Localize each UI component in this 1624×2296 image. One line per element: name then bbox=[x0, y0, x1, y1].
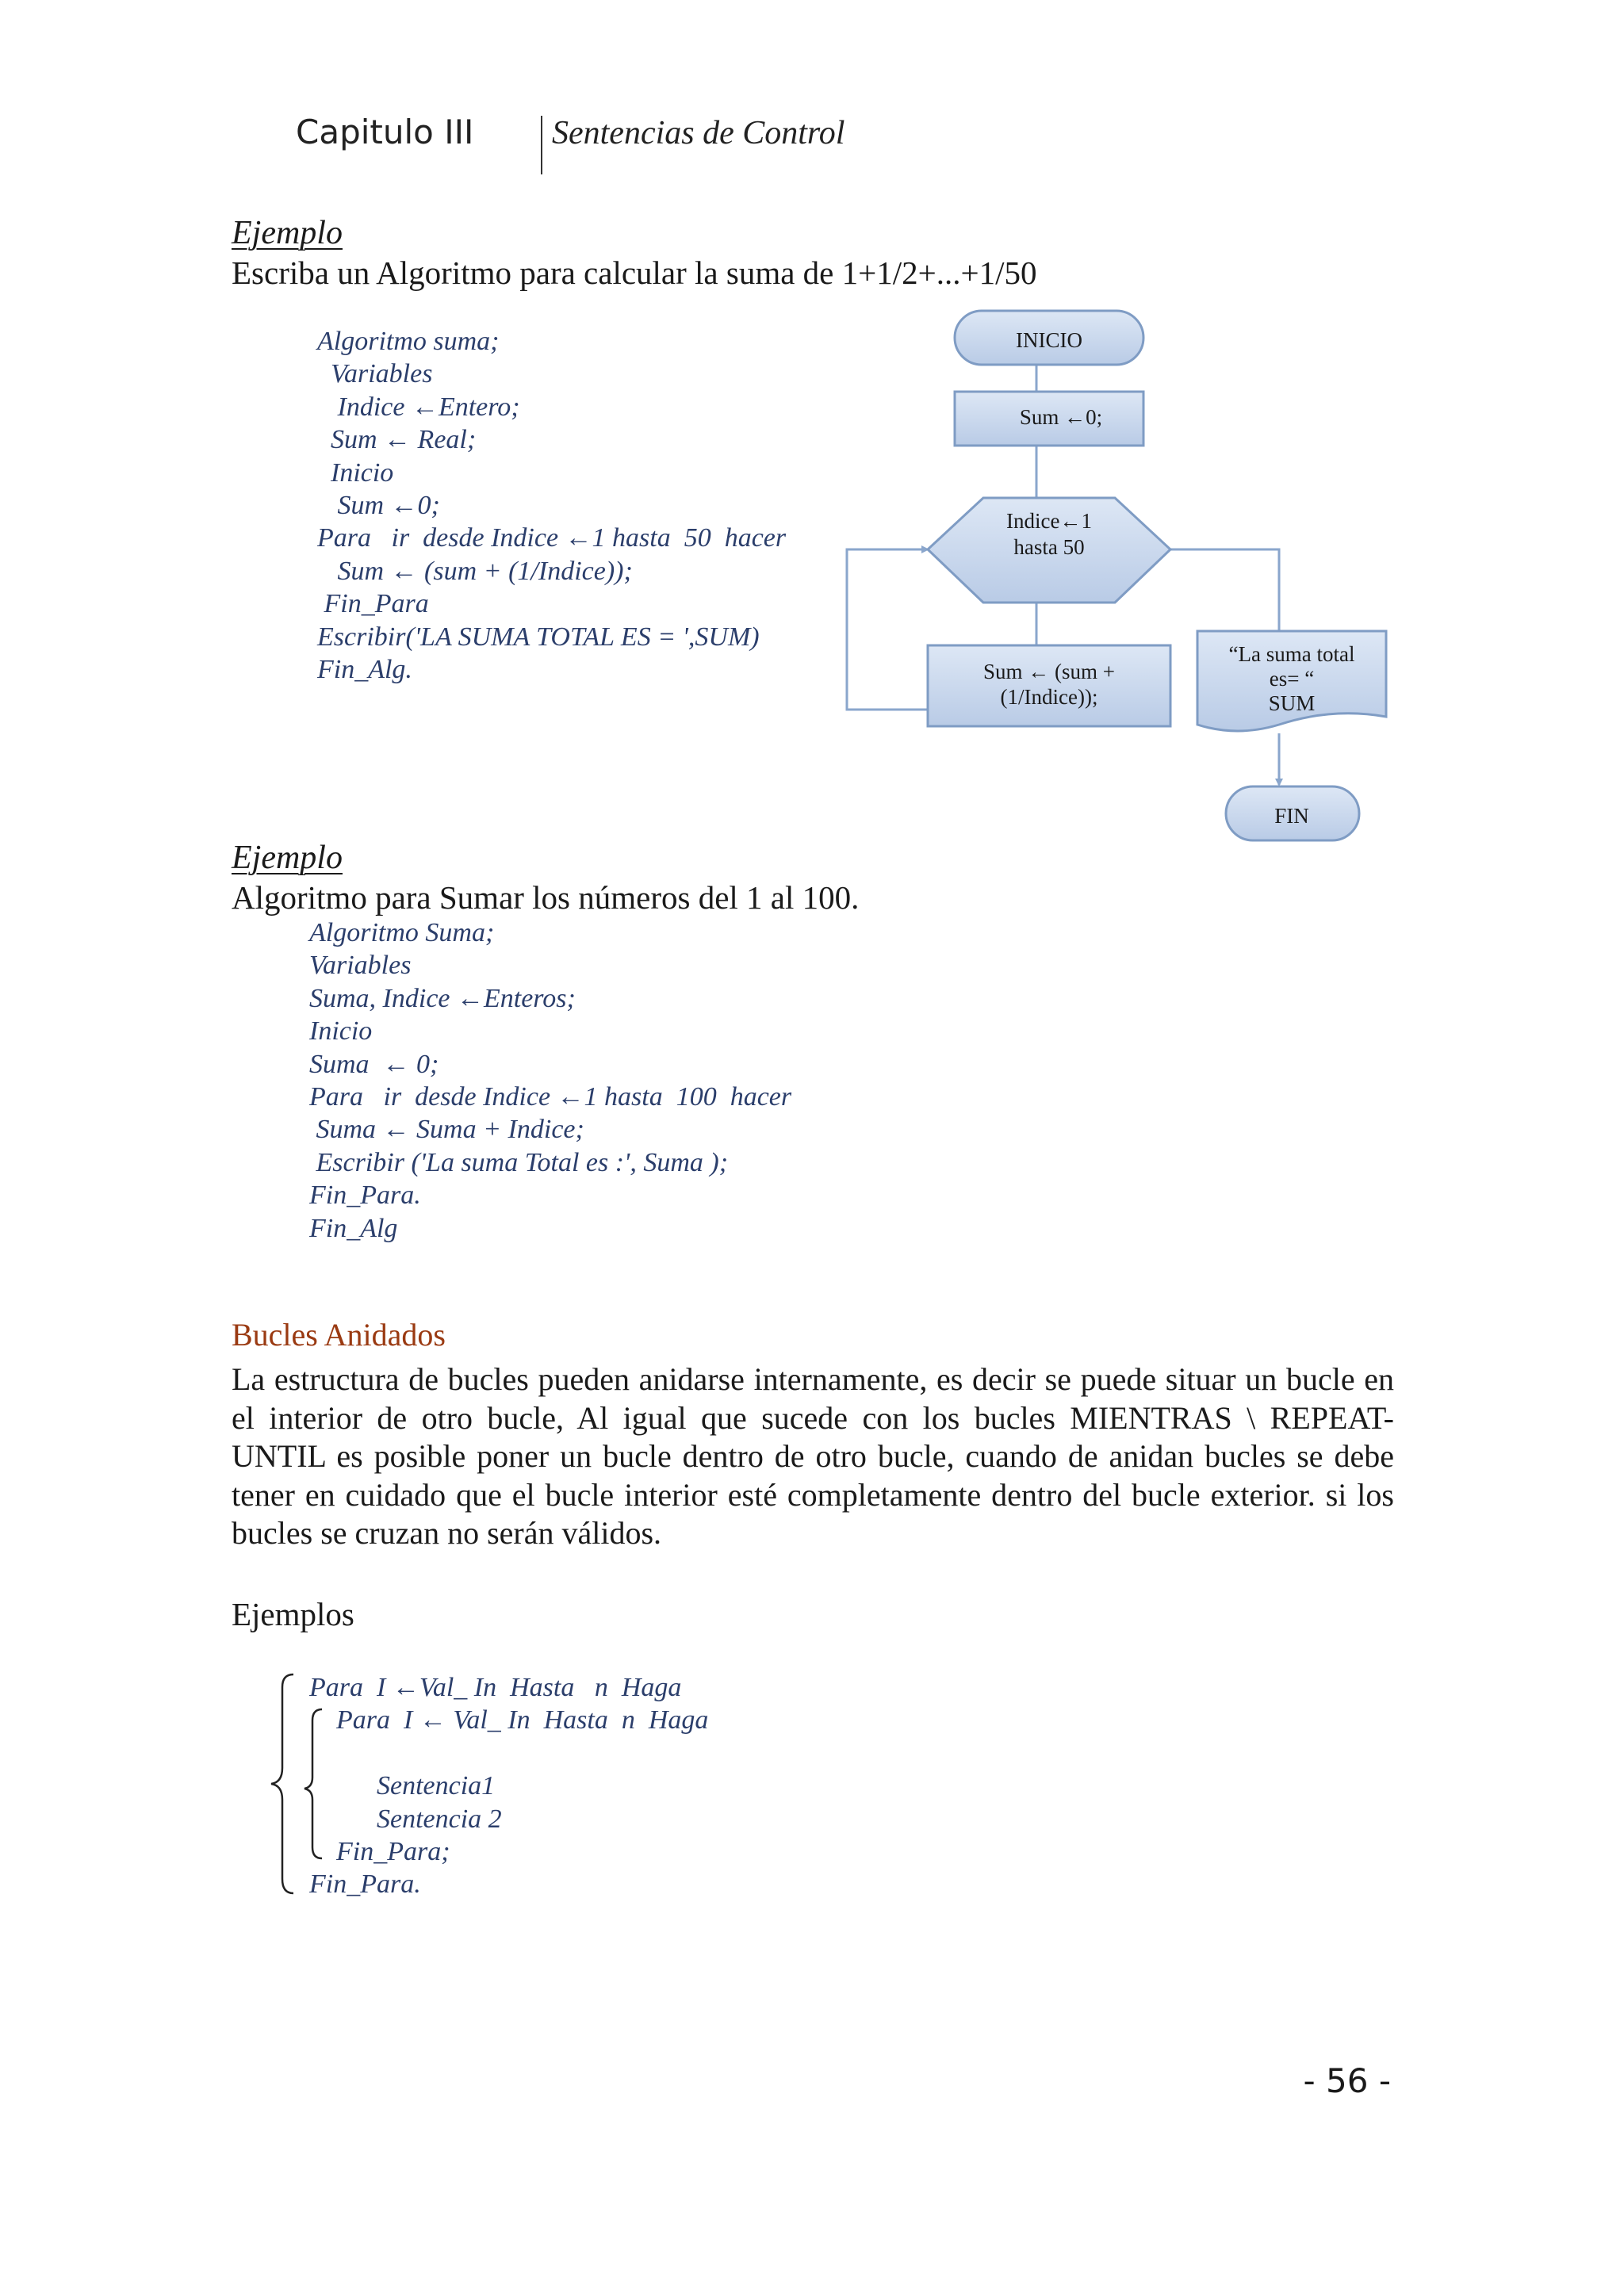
code-line: Suma ← 0; bbox=[309, 1049, 439, 1079]
section-paragraph: La estructura de bucles pueden anidarse internamente, es decir se puede situar un bucle en el interior de otro bucle, Al igual que sucede con los bucles MIENTRAS \ REPEAT-UNTIL es posible poner un bucle dentro de otro bucle, cuando de anidan bucles se debe tener en cuidado que el bucle interior esté completamente dentro del bucle exterior. si los bucles se cruzan no serán válidos. bbox=[232, 1361, 1394, 1552]
code-line: Sum ←0; bbox=[317, 490, 440, 520]
example2-statement: Algoritmo para Sumar los números del 1 al 100. bbox=[232, 879, 860, 916]
example1-heading: Ejemplo bbox=[232, 215, 343, 251]
code-line: Variables bbox=[309, 951, 412, 981]
code-line: Fin_Para. bbox=[309, 1181, 421, 1211]
init-label: Sum ←0; bbox=[1019, 405, 1103, 429]
code-line: Inicio bbox=[309, 1016, 373, 1047]
chapter-title: Capitulo III bbox=[296, 113, 474, 151]
examples-label: Ejemplos bbox=[232, 1596, 354, 1632]
nested-loop-code bbox=[309, 1671, 708, 1901]
code-line: Sum ← (sum + (1/Indice)); bbox=[317, 556, 633, 586]
connector-loop-exit bbox=[1170, 549, 1279, 631]
code-line: Fin_Alg bbox=[309, 1213, 398, 1243]
code-line: Algoritmo suma; bbox=[317, 327, 500, 356]
code-line: Escribir ('La suma Total es :', Suma ); bbox=[309, 1147, 729, 1177]
example1-statement: Escriba un Algoritmo para calcular la suma de 1+1/2+...+1/50 bbox=[232, 254, 1037, 291]
example2-code-block bbox=[309, 916, 791, 1245]
output-label-line1: “La suma total bbox=[1228, 642, 1355, 666]
body-label-line1: Sum ← (sum + bbox=[983, 660, 1115, 683]
code-line: Suma ← Suma + Indice; bbox=[309, 1115, 584, 1145]
code-line: Indice ←Entero; bbox=[317, 392, 520, 422]
code-line: Fin_Para bbox=[317, 589, 429, 619]
start-label: INICIO bbox=[1016, 328, 1082, 352]
code-line bbox=[309, 1737, 708, 1770]
code-line: Fin_Para; bbox=[309, 1836, 450, 1866]
end-label: FIN bbox=[1274, 804, 1309, 828]
code-line: Inicio bbox=[317, 457, 394, 488]
chapter-topic: Sentencias de Control bbox=[552, 115, 845, 151]
loop-label-line1: Indice←1 bbox=[1006, 509, 1092, 533]
code-line: Variables bbox=[317, 359, 433, 389]
code-line: Para ir desde Indice ←1 hasta 100 hacer bbox=[309, 1081, 792, 1112]
code-line: Sentencia1 bbox=[309, 1771, 496, 1801]
code-line: Algoritmo Suma; bbox=[309, 918, 495, 947]
body-label-line2: (1/Indice)); bbox=[1000, 685, 1098, 709]
output-label-line3: SUM bbox=[1268, 691, 1316, 715]
code-line: Escribir('LA SUMA TOTAL ES = ',SUM) bbox=[317, 622, 760, 652]
code-line: Suma, Indice ←Enteros; bbox=[309, 983, 576, 1013]
connector-loop-back bbox=[847, 549, 928, 710]
flowchart bbox=[0, 0, 1624, 856]
section-title: Bucles Anidados bbox=[232, 1317, 446, 1353]
code-line: Fin_Alg. bbox=[317, 654, 412, 684]
example2-heading: Ejemplo bbox=[232, 840, 343, 876]
page-number: - 56 - bbox=[1303, 2061, 1391, 2100]
code-line: Fin_Para. bbox=[309, 1869, 421, 1900]
code-line: Sentencia 2 bbox=[309, 1804, 502, 1834]
code-line: Para I ← Val_ In Hasta n Haga bbox=[309, 1705, 709, 1735]
code-line: Para ir desde Indice ←1 hasta 50 hacer bbox=[317, 523, 787, 553]
output-label-line2: es= “ bbox=[1269, 667, 1315, 691]
outer-brace-icon bbox=[271, 1674, 293, 1893]
code-line: Para I ←Val_ In Hasta n Haga bbox=[309, 1673, 682, 1702]
code-line: Sum ← Real; bbox=[317, 425, 477, 455]
loop-label-line2: hasta 50 bbox=[1013, 535, 1085, 559]
